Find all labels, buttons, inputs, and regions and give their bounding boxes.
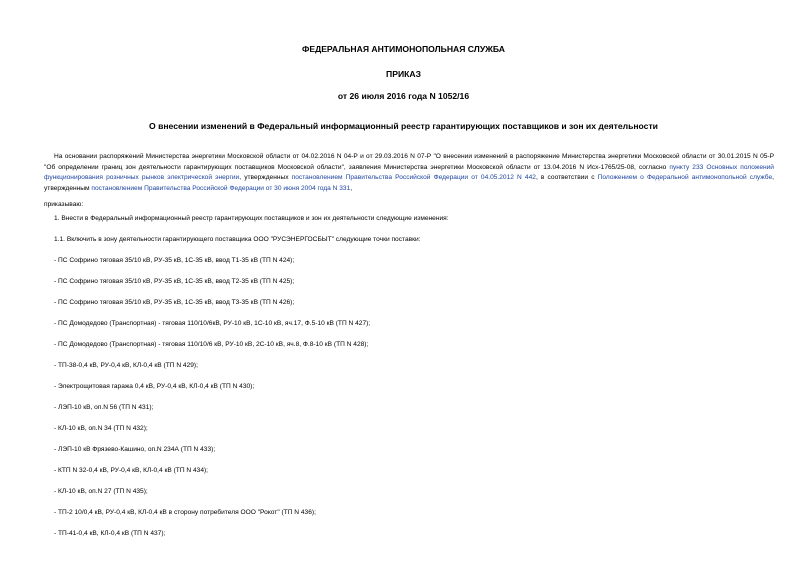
preamble-text-3: , в соответствии с bbox=[535, 174, 598, 181]
preamble-text-4: , утвержденным bbox=[44, 174, 774, 192]
supply-point-item: - ПС Домодедово (Транспортная) - тяговая 110/10/6кВ, РУ-10 кВ, 1С-10 кВ, яч.17, Ф.5-10 кВ (ТП N 427); bbox=[54, 320, 371, 327]
supply-point-item: - ЛЭП-10 кВ Фрязево-Кашино, оп.N 234А (ТП N 433); bbox=[54, 446, 216, 453]
document-type: ПРИКАЗ bbox=[386, 69, 421, 79]
document-title: О внесении изменений в Федеральный информационный реестр гарантирующих поставщиков и зон их деятельности bbox=[149, 121, 658, 131]
document-date-number: от 26 июля 2016 года N 1052/16 bbox=[337, 91, 470, 101]
link-fas-regulation[interactable]: Положением о Федеральной антимонопольной службе bbox=[597, 174, 773, 181]
link-resolution-442[interactable]: постановлением Правительства Российской Федерации от 04.05.2012 N 442 bbox=[291, 174, 536, 181]
agency-name: ФЕДЕРАЛЬНАЯ АНТИМОНОПОЛЬНАЯ СЛУЖБА bbox=[302, 44, 505, 54]
link-clause-233[interactable]: пункту 233 Основных положений функционирования розничных рынков электрической энергии bbox=[44, 163, 774, 181]
order-word: приказываю: bbox=[44, 201, 84, 208]
supply-point-item: - КТП N 32-0,4 кВ, РУ-0,4 кВ, КЛ-0,4 кВ (ТП N 434); bbox=[54, 467, 209, 474]
supply-point-item: - Электрощитовая гаража 0,4 кВ, РУ-0,4 кВ, КЛ-0,4 кВ (ТП N 430); bbox=[54, 383, 255, 390]
supply-point-item: - ПС Домодедово (Транспортная) - тяговая 110/10/6 кВ, РУ-10 кВ, 2С-10 кВ, яч.8, Ф.8-10 кВ (ТП N 428); bbox=[54, 341, 369, 348]
item-1-1: 1.1. Включить в зону деятельности гарантирующего поставщика ООО "РУСЭНЕРГОСБЫТ" следующие точки поставки: bbox=[54, 236, 421, 243]
supply-point-item: - ПС Софрино тяговая 35/10 кВ, РУ-35 кВ, 1С-35 кВ, ввод Т1-35 кВ (ТП N 424); bbox=[54, 257, 295, 264]
supply-point-item: - ЛЭП-10 кВ, оп.N 56 (ТП N 431); bbox=[54, 404, 154, 411]
preamble-text-2: , утвержденных bbox=[239, 174, 292, 181]
link-resolution-331[interactable]: постановлением Правительства Российской Федерации от 30 июня 2004 года N 331 bbox=[91, 184, 351, 192]
preamble-text-5: , bbox=[350, 184, 353, 192]
supply-point-item: - КЛ-10 кВ, оп.N 27 (ТП N 435); bbox=[54, 488, 148, 495]
supply-point-item: - ПС Софрино тяговая 35/10 кВ, РУ-35 кВ, 1С-35 кВ, ввод Т2-35 кВ (ТП N 425); bbox=[54, 278, 295, 285]
item-1: 1. Внести в Федеральный информационный реестр гарантирующих поставщиков и зон их деятельности следующие изменения: bbox=[54, 215, 449, 222]
supply-point-item: - ТП-38-0,4 кВ, РУ-0,4 кВ, КЛ-0,4 кВ (ТП N 429); bbox=[54, 362, 198, 369]
supply-point-item: - ТП-41-0,4 кВ, КЛ-0,4 кВ (ТП N 437); bbox=[54, 530, 166, 537]
supply-point-item: - ТП-2 10/0,4 кВ, РУ-0,4 кВ, КЛ-0,4 кВ в сторону потребителя ООО "Рокот" (ТП N 436); bbox=[54, 509, 316, 516]
supply-point-item: - КЛ-10 кВ, оп.N 34 (ТП N 432); bbox=[54, 425, 148, 432]
preamble-paragraph bbox=[44, 152, 774, 194]
preamble-text-1: На основании распоряжений Министерства энергетики Московской области от 04.02.2016 N 04-Р и от 29.03.2016 N 07-Р "О внесении изменений в распоряжение Министерства энергетики Московской области от 30.01.2015 N 05-Р "Об определении границ зон деятельности гарантирующих поставщиков Московской области", заявления Министерства энергетики Московской области от 13.04.2016 N Исх-1765/25-08, согласно bbox=[44, 153, 774, 171]
supply-point-item: - ПС Софрино тяговая 35/10 кВ, РУ-35 кВ, 1С-35 кВ, ввод Т3-35 кВ (ТП N 426); bbox=[54, 299, 295, 306]
